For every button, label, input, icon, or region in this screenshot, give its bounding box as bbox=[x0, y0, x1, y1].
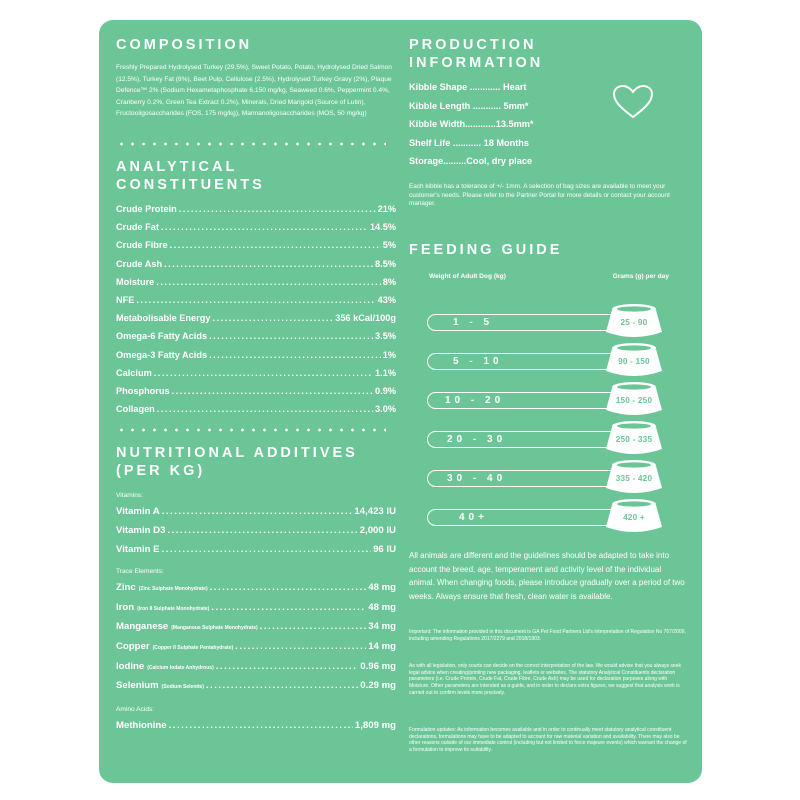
row-value: 1% bbox=[382, 349, 396, 360]
feeding-row bbox=[409, 497, 689, 533]
row-value: 43% bbox=[377, 294, 396, 305]
dot-leader bbox=[260, 618, 367, 637]
dot-leader bbox=[157, 400, 373, 418]
additives-heading-line-2: (PER KG) bbox=[116, 463, 206, 480]
trace-row bbox=[116, 579, 396, 599]
row-value: 5% bbox=[382, 240, 396, 251]
legal-legislation-text: As with all legislation, only courts can decide on the correct interpretation of the law. We would advise that you always seek legal advice when creating/printing new packaging, leaflets or websites. The statutory Analytical Constituents declaration parameters (i.e. Crude Protein, Crude Fat, Crude Fibre, Crude Ash) may be used for declaration purposes along with Moisture. Other parameters are intended as a guide, and in order to declare extra figures, we suggest that analysis work is carried out to confirm levels more precisely. bbox=[409, 663, 681, 696]
dot-leader bbox=[209, 346, 381, 364]
vitamin-row bbox=[116, 503, 396, 522]
row-label: Selenium bbox=[116, 680, 159, 692]
row-label: Calcium bbox=[116, 367, 152, 378]
analytical-row bbox=[116, 346, 396, 364]
grams-range: 250 - 335 bbox=[615, 435, 653, 444]
analytical-row bbox=[116, 364, 396, 382]
row-sublabel: (Iron II Sulphate Monohydrate) bbox=[137, 605, 210, 612]
row-value: Heart bbox=[502, 82, 527, 92]
row-label: Manganese bbox=[116, 621, 169, 633]
row-label: Crude Fibre bbox=[116, 240, 168, 251]
row-label: Vitamin E bbox=[116, 543, 160, 555]
dot-leader bbox=[209, 327, 373, 345]
analytical-row bbox=[116, 291, 396, 309]
row-sublabel: (Manganous Sulphate Monohydrate) bbox=[171, 625, 258, 632]
analytical-heading bbox=[116, 158, 396, 194]
row-value: 14.5% bbox=[369, 222, 396, 233]
row-value: 0.29 mg bbox=[360, 680, 396, 692]
analytical-heading-line-2: CONSTITUENTS bbox=[116, 176, 265, 193]
row-label: Omega-3 Fatty Acids bbox=[116, 349, 208, 360]
heart-outline-icon bbox=[612, 84, 654, 120]
analytical-row bbox=[116, 218, 396, 236]
feeding-row bbox=[409, 419, 689, 455]
weight-range: 1 - 5 bbox=[453, 317, 494, 328]
row-value: 48 mg bbox=[368, 601, 396, 613]
row-label: Iron bbox=[116, 601, 135, 613]
trace-row bbox=[116, 658, 396, 678]
dot-leader: ............ bbox=[465, 119, 496, 130]
feeding-row bbox=[409, 341, 689, 377]
weight-range: 20 - 30 bbox=[447, 434, 507, 445]
dot-leader bbox=[162, 541, 372, 560]
row-label: Phosphorus bbox=[116, 386, 170, 396]
row-sublabel: (Zinc Sulphate Monohydrate) bbox=[138, 586, 208, 593]
feeding-guide-heading: FEEDING GUIDE bbox=[409, 241, 563, 258]
feeding-guidance-text: All animals are different and the guidelines should be adapted to take into account the breed, age, temperament and activity level of the individual animal. When changing foods, please introduce gradually over a period of two weeks. Always ensure that fresh, clean water is available. bbox=[409, 551, 685, 601]
dot-leader bbox=[167, 522, 357, 541]
row-label: Kibble Shape bbox=[409, 82, 468, 92]
row-label: Moisture bbox=[116, 276, 155, 287]
row-value: 14,423 IU bbox=[354, 506, 396, 518]
feeding-row bbox=[409, 380, 689, 416]
row-value: 3.5% bbox=[375, 331, 396, 342]
row-label: Methionine bbox=[116, 719, 167, 731]
dot-leader: ............ bbox=[469, 82, 501, 92]
analytical-row bbox=[116, 382, 396, 400]
feeding-guide-column-headers bbox=[409, 273, 687, 280]
weight-column-header: Weight of Adult Dog (kg) bbox=[429, 272, 506, 280]
trace-row bbox=[116, 618, 396, 638]
trace-row bbox=[116, 638, 396, 658]
row-value: 5mm* bbox=[503, 100, 529, 111]
amino-row bbox=[116, 717, 396, 736]
row-label: Crude Ash bbox=[116, 258, 163, 269]
dot-leader bbox=[162, 503, 353, 522]
dot-leader bbox=[161, 218, 368, 236]
row-value: 48 mg bbox=[368, 582, 396, 594]
analytical-row bbox=[116, 327, 396, 345]
weight-range: 40+ bbox=[459, 512, 488, 523]
legal-formulation-text: Formulation updates: As information becomes available and in order to continually meet statutory analytical constituent declarations, formulations may have to be adapted to account for raw material variation and availability. There may also be other reasons outside of our immediate control (including but not limited to force majeure events) which warrant the change of a formulation to improve its suitability. bbox=[409, 727, 687, 754]
dot-leader bbox=[169, 717, 353, 736]
row-label: Iodine bbox=[116, 660, 145, 672]
dot-leader bbox=[216, 658, 359, 677]
dot-leader bbox=[156, 273, 380, 291]
row-label: Vitamin D3 bbox=[116, 525, 166, 536]
additives-heading bbox=[116, 444, 396, 480]
row-value: 34 mg bbox=[368, 621, 396, 633]
vitamins-label: Vitamins: bbox=[116, 492, 143, 500]
row-label: Kibble Length bbox=[409, 100, 471, 111]
weight-range: 10 - 20 bbox=[445, 395, 505, 406]
row-label: Zinc bbox=[116, 582, 136, 594]
analytical-heading-line-1: ANALYTICAL bbox=[116, 158, 238, 175]
dot-leader bbox=[211, 599, 366, 618]
analytical-row bbox=[116, 273, 396, 291]
amino-acids-label: Amino Acids: bbox=[116, 705, 155, 713]
row-value: 13.5mm* bbox=[495, 119, 534, 130]
weight-range: 5 - 10 bbox=[453, 356, 503, 367]
grams-range: 150 - 250 bbox=[615, 396, 653, 405]
row-label: Vitamin A bbox=[116, 506, 160, 518]
row-value: 1.1% bbox=[375, 367, 396, 378]
production-heading-line-2: INFORMATION bbox=[409, 55, 544, 71]
kibble-tolerance-note: Each kibble has a tolerance of +/- 1mm. A selection of bag sizes are available to meet your customer's needs. Please refer to the Partner Portal for more details or contact your account manager. bbox=[409, 182, 670, 208]
row-value: 14 mg bbox=[368, 640, 396, 652]
row-label: Omega-6 Fatty Acids bbox=[116, 331, 208, 342]
row-label: Copper bbox=[116, 640, 150, 652]
dot-leader: ......... bbox=[443, 156, 467, 167]
row-value: 3.0% bbox=[375, 404, 396, 415]
row-value: 1,809 mg bbox=[354, 719, 396, 731]
production-row bbox=[409, 134, 687, 153]
row-value: 18 Months bbox=[483, 137, 530, 148]
dot-leader bbox=[212, 309, 333, 327]
weight-pill bbox=[427, 509, 623, 526]
dot-leader bbox=[136, 291, 375, 309]
trace-row bbox=[116, 599, 396, 619]
row-label: Kibble Width bbox=[409, 119, 466, 130]
feeding-row bbox=[409, 458, 689, 494]
left-column bbox=[116, 36, 396, 735]
analytical-row bbox=[116, 200, 396, 218]
analytical-list bbox=[116, 200, 396, 418]
row-value: Cool, dry place bbox=[466, 156, 533, 167]
production-heading-line-1: PRODUCTION bbox=[409, 37, 537, 53]
row-value: 8% bbox=[382, 276, 396, 287]
analytical-row bbox=[116, 309, 396, 327]
production-heading bbox=[409, 36, 687, 72]
dot-leader bbox=[170, 236, 381, 254]
feeding-row bbox=[409, 302, 689, 338]
row-label: Storage bbox=[409, 156, 444, 167]
row-value: 356 kCal/100g bbox=[335, 313, 396, 324]
analytical-row bbox=[116, 255, 396, 273]
row-label: Shelf Life bbox=[409, 137, 451, 148]
dot-leader bbox=[172, 382, 373, 400]
row-value: 8.5% bbox=[375, 258, 396, 269]
additives-heading-line-1: NUTRITIONAL ADDITIVES bbox=[116, 445, 358, 462]
row-value: 2,000 IU bbox=[359, 525, 396, 536]
row-label: NFE bbox=[116, 294, 135, 305]
dot-leader bbox=[154, 364, 373, 382]
row-value: 96 IU bbox=[373, 543, 396, 555]
production-row bbox=[409, 152, 687, 171]
grams-range: 420 + bbox=[623, 513, 645, 522]
dot-leader: ........... bbox=[472, 100, 501, 111]
row-value: 0.9% bbox=[375, 386, 396, 396]
row-sublabel: (Copper II Sulphate Pentahydrate) bbox=[152, 644, 234, 651]
vitamin-row bbox=[116, 522, 396, 541]
dot-leader bbox=[179, 200, 376, 218]
grams-column-header: Grams (g) per day bbox=[612, 272, 669, 280]
dotted-divider bbox=[116, 428, 386, 432]
weight-range: 30 - 40 bbox=[447, 473, 507, 484]
legal-important-text: Important: The information provided in this document is GA Pet Food Partners Ltd's interpretation of Regulation No 767/2009, including amending Regulations 2017/2279 and 2018/1903. bbox=[409, 629, 686, 642]
row-sublabel: (Calcium Iodate Anhydrous) bbox=[147, 664, 214, 671]
trace-elements-label: Trace Elements: bbox=[116, 568, 164, 576]
row-label: Collagen bbox=[116, 404, 155, 415]
dot-leader bbox=[206, 677, 358, 696]
row-value: 21% bbox=[377, 203, 396, 214]
dot-leader bbox=[210, 579, 367, 598]
vitamin-row bbox=[116, 541, 396, 560]
row-sublabel: (Sodium Selenite) bbox=[161, 684, 204, 691]
trace-row bbox=[116, 677, 396, 697]
grams-range: 25 - 90 bbox=[620, 318, 648, 327]
analytical-row bbox=[116, 400, 396, 418]
row-value: 0.96 mg bbox=[360, 660, 396, 672]
dot-leader bbox=[164, 255, 373, 273]
analytical-row bbox=[116, 236, 396, 254]
dot-leader: ........... bbox=[452, 137, 482, 148]
row-label: Crude Protein bbox=[116, 203, 177, 214]
grams-range: 335 - 420 bbox=[615, 474, 653, 483]
row-label: Metabolisable Energy bbox=[116, 313, 211, 324]
composition-heading: COMPOSITION bbox=[116, 37, 253, 53]
right-column bbox=[409, 36, 687, 280]
grams-range: 90 - 150 bbox=[618, 357, 650, 366]
composition-text: Freshly Prepared Hydrolysed Turkey (29.5%), Sweet Potato, Potato, Hydrolysed Dried Salmon (12.5%), Turkey Fat (8%), Beet Pulp, Cellulose (2.5%), Hydrolysed Turkey Gravy (2%), Plaque Defence™ 2% (Sodium Hexametaphosphate 6,150 mg/kg, Seaweed 0.6%, Peppermint 0.4%, Cranberry 0.2%, Green Tea Extract 0.2%), Minerals, Dried Marigold (Source of Lutin), Fructooligosaccharides (FOS, 175 mg/kg), Mannanoligosaccharides (MOS, 50 mg/kg) bbox=[116, 64, 392, 118]
dotted-divider bbox=[116, 142, 386, 146]
dot-leader bbox=[235, 638, 366, 657]
row-label: Crude Fat bbox=[116, 222, 159, 233]
